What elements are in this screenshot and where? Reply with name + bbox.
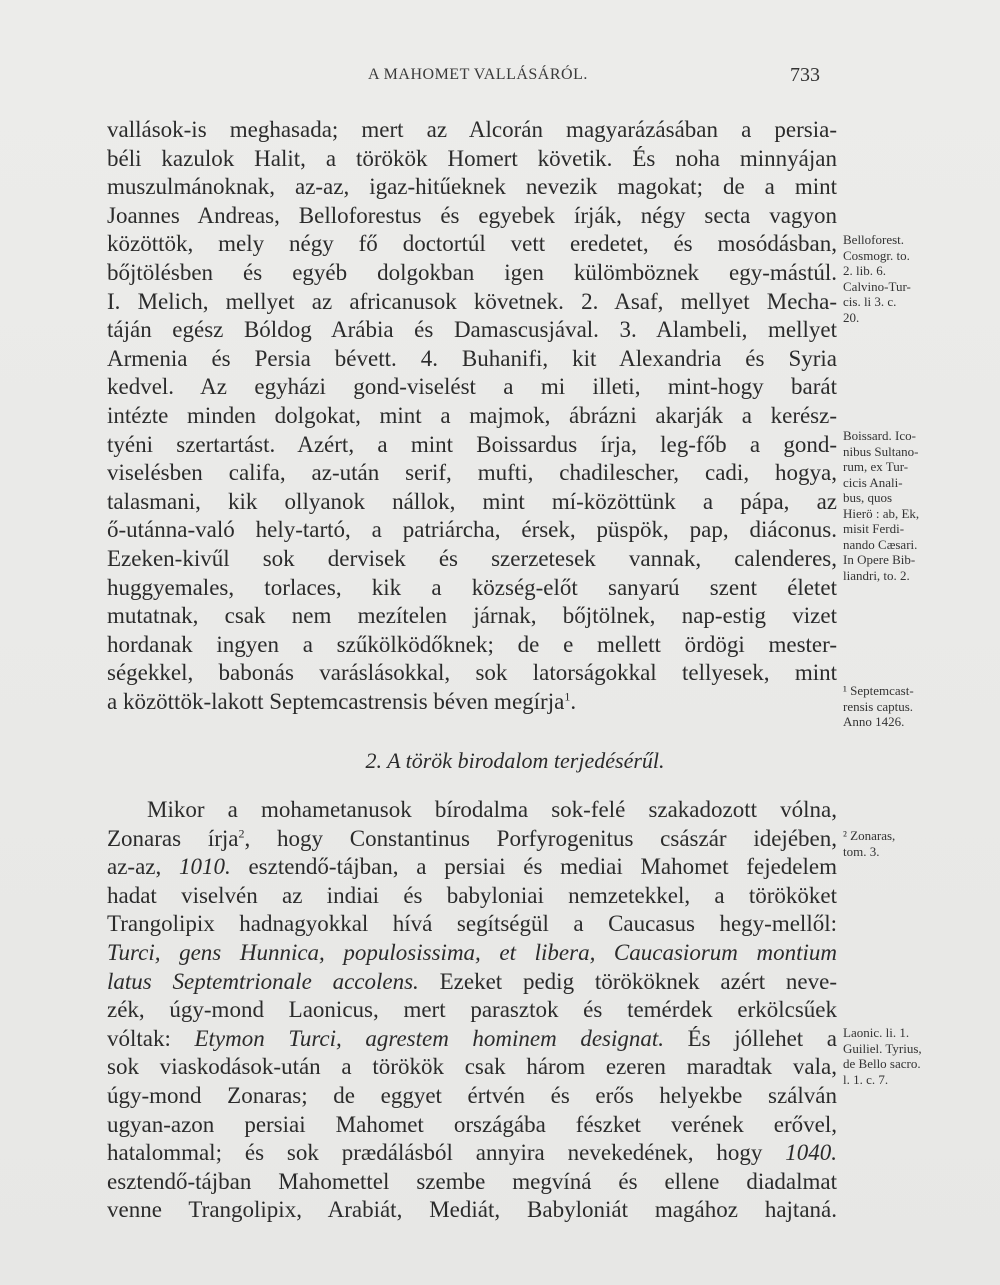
section-title: A török birodalom terjedésérűl. bbox=[387, 748, 665, 773]
margin-note-line: cis. li 3. c. bbox=[843, 294, 897, 309]
text-line: tyéni szertartást. Azért, a mint Boissardus írja, leg-főb a gond- bbox=[107, 431, 837, 457]
margin-note-line: rum, ex Tur- bbox=[843, 459, 909, 474]
footnote-septemcastrensis bbox=[843, 683, 955, 730]
text-line: intézte minden dolgokat, mint a majmok, ábrázni akarják a kerész- bbox=[107, 402, 837, 428]
margin-note-line: l. 1. c. 7. bbox=[843, 1071, 889, 1087]
margin-note-line: Laonic. li. 1. bbox=[843, 1025, 910, 1040]
text-line: Joannes Andreas, Belloforestus és egyebek írják, négy secta vagyon bbox=[107, 202, 837, 228]
text-line: esztendő-tájban Mahomettel szembe megvíná és ellene diadalmat bbox=[107, 1168, 837, 1194]
margin-note-line: ² Zonaras, bbox=[843, 828, 896, 843]
text-line bbox=[107, 1139, 837, 1168]
text-fragment: És jóllehet a bbox=[664, 1025, 837, 1051]
paragraph-block-2 bbox=[107, 796, 837, 1225]
margin-note-line: Calvino-Tur- bbox=[843, 278, 911, 294]
year-italic: 1040. bbox=[785, 1140, 837, 1166]
section-heading bbox=[0, 748, 1000, 774]
text-fragment: a közöttök-lakott Septemcastrensis béven megírja bbox=[107, 688, 565, 714]
margin-note-line: misit Ferdi- bbox=[843, 521, 905, 536]
text-line: mutatnak, csak nem mezítelen járnak, bőjtölnek, nap-estig vizet bbox=[107, 603, 837, 629]
text-line: huggyemales, torlaces, kik a község-előt sanyarú szent életet bbox=[107, 574, 837, 600]
text-line: ségekkel, babonás varáslásokkal, sok latorságokkal tellyesek, mint bbox=[107, 660, 837, 686]
text-line: bőjtölésben és egyéb dolgokban igen külömböznek egy-mástúl. bbox=[107, 259, 837, 285]
margin-note-line: 20. bbox=[843, 309, 860, 325]
text-line: zék, úgy-mond Laonicus, mert parasztok és temérdek erkölcsűek bbox=[107, 997, 837, 1023]
text-line bbox=[107, 1025, 837, 1054]
text-line: úgy-mond Zonaras; de eggyet értvén és erős helyekbe szálván bbox=[107, 1082, 837, 1108]
text-line: kedvel. Az egyházi gond-viselést a mi illeti, mint-hogy barát bbox=[107, 374, 837, 400]
text-line: hordanak ingyen a szűkölködőknek; de e mellett ördögi mester- bbox=[107, 631, 837, 657]
margin-note-line: 2. lib. 6. bbox=[843, 263, 886, 278]
page-number: 733 bbox=[790, 64, 820, 86]
text-fragment: hatalommal; és sok prædálásból annyira nevekedének, hogy bbox=[107, 1140, 786, 1166]
text-line: viselésben califa, az-után serif, mufti, chadilescher, cadi, hogya, bbox=[107, 460, 837, 486]
text-line: béli kazulok Halit, a törökök Homert követik. És noha minnyájan bbox=[107, 145, 837, 171]
footnote-ref-2: 2 bbox=[238, 825, 245, 840]
latin-quote: Turci, gens Hunnica, populosissima, et libera, Caucasiorum montium bbox=[107, 939, 837, 965]
text-line: Ezeken-kivűl sok dervisek és szerzetesek vannak, calenderes, bbox=[107, 545, 837, 571]
text-line: venne Trangolipix, Arabiát, Mediát, Babyloniát magához hajtaná. bbox=[107, 1197, 837, 1223]
margin-note-line: bus, quos bbox=[843, 490, 893, 505]
text-line: hadat viselvén az indiai és babyloniai nemzetekkel, a törököket bbox=[107, 882, 837, 908]
text-line bbox=[107, 825, 837, 854]
margin-note-line: nando Cæsari. bbox=[843, 536, 918, 552]
text-line bbox=[107, 968, 837, 997]
running-title: A MAHOMET VALLÁSÁRÓL. bbox=[368, 66, 588, 83]
margin-note-line: ¹ Septemcast- bbox=[843, 683, 914, 698]
text-line: I. Melich, mellyet az africanusok követnek. 2. Asaf, mellyet Mecha- bbox=[107, 288, 837, 314]
text-fragment: , hogy Constantinus Porfyrogenitus császár idejében, bbox=[244, 825, 837, 851]
text-fragment: vóltak: bbox=[107, 1025, 195, 1051]
footnote-zonaras bbox=[843, 828, 955, 859]
margin-note-laonicus bbox=[843, 1025, 955, 1087]
text-line-last bbox=[107, 688, 837, 717]
text-line: talasmani, kik ollyanok nállok, mint mí-közöttünk a pápa, az bbox=[107, 488, 837, 514]
margin-note-line: nibus Sultano- bbox=[843, 443, 919, 459]
text-fragment: Zonaras írja bbox=[107, 825, 239, 851]
paragraph-block-1 bbox=[107, 116, 837, 716]
margin-note-line: Belloforest. bbox=[843, 232, 905, 247]
text-line bbox=[107, 853, 837, 882]
latin-quote: latus Septemtrionale accolens. bbox=[107, 968, 419, 994]
text-line bbox=[107, 939, 837, 968]
margin-note-belloforest bbox=[843, 232, 955, 325]
margin-note-line: Cosmogr. to. bbox=[843, 247, 910, 263]
text-fragment: esztendő-tájban, a persiai és mediai Mahomet fejedelem bbox=[230, 854, 837, 880]
footnote-ref-1: 1 bbox=[564, 689, 571, 704]
section-number: 2. bbox=[365, 748, 382, 773]
text-line: Trangolipix hadnagyokkal hívá segítségül a Caucasus hegy-mellől: bbox=[107, 911, 837, 937]
margin-note-line: Guiliel. Tyrius, bbox=[843, 1040, 922, 1056]
latin-quote: Etymon Turci, agrestem hominem designat. bbox=[194, 1025, 665, 1051]
margin-note-line: liandri, to. 2. bbox=[843, 567, 910, 583]
margin-note-line: Boissard. Ico- bbox=[843, 428, 916, 443]
margin-note-line: tom. 3. bbox=[843, 843, 880, 859]
margin-note-line: Anno 1426. bbox=[843, 714, 905, 729]
margin-note-line: In Opere Bib- bbox=[843, 552, 916, 567]
text-fragment: az-az, bbox=[107, 854, 179, 880]
text-line: ő-utánna-való hely-tartó, a patriárcha, érsek, püspök, pap, diáconus. bbox=[107, 517, 837, 543]
text-fragment: Ezeket pedig törököknek azért neve- bbox=[418, 968, 837, 994]
margin-note-line: cicis Anali- bbox=[843, 474, 903, 490]
margin-note-boissard bbox=[843, 428, 955, 583]
text-fragment: . bbox=[570, 688, 577, 714]
text-line: ugyan-azon persiai Mahomet országába fészket verének erővel, bbox=[107, 1111, 837, 1137]
margin-note-line: de Bello sacro. bbox=[843, 1056, 921, 1071]
text-line: vallások-is meghasada; mert az Alcorán magyarázásában a persia- bbox=[107, 117, 837, 142]
text-line: Armenia és Persia bévett. 4. Buhanifi, kit Alexandria és Syria bbox=[107, 345, 837, 371]
margin-note-line: rensis captus. bbox=[843, 698, 914, 714]
text-line: közöttök, mely négy fő doctortúl vett eredetet, és mosódásban, bbox=[107, 231, 837, 257]
margin-note-line: Hierö : ab, Ek, bbox=[843, 505, 920, 521]
text-line: táján egész Bóldog Arábia és Damascusjával. 3. Alambeli, mellyet bbox=[107, 317, 837, 343]
text-line: sok viaskodások-után a törökök csak három ezeren maradtak vala, bbox=[107, 1054, 837, 1080]
text-line: Mikor a mohametanusok bírodalma sok-felé szakadozott vólna, bbox=[147, 797, 837, 822]
text-line: muszulmánoknak, az-az, igaz-hitűeknek nevezik magokat; de a mint bbox=[107, 174, 837, 200]
year-italic: 1010. bbox=[178, 854, 231, 880]
